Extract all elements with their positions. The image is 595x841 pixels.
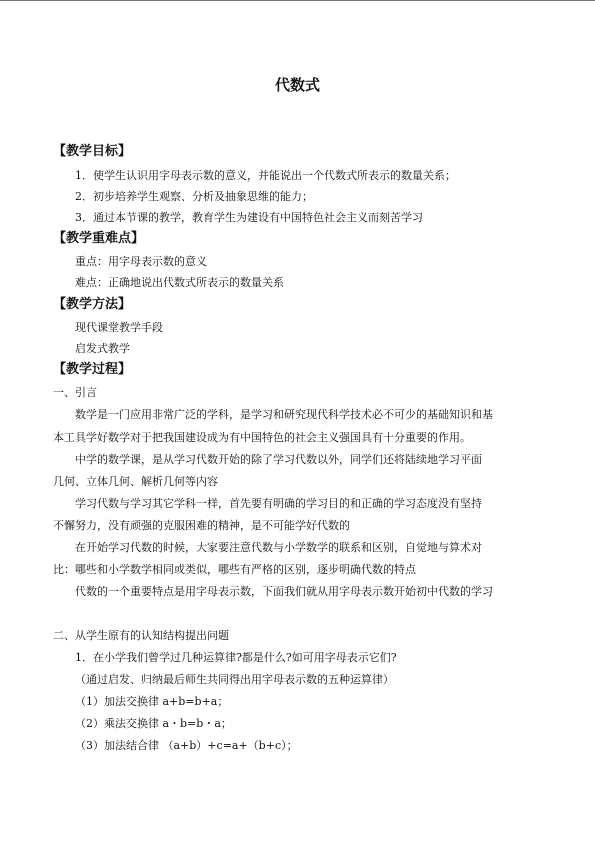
question-note: （通过启发、归纳最后师生共同得出用字母表示数的五种运算律）	[75, 673, 394, 686]
paragraph-line: 中学的数学课，是从学习代数开始的除了学习代数以外，同学们还将陆续地学习平面	[75, 453, 482, 466]
law-item: （2）乘法交换律 a・b=b・a；	[75, 717, 232, 730]
paragraph-line: 几何、立体几何、解析几何等内容	[53, 475, 218, 488]
method-item: 现代课堂教学手段	[75, 321, 163, 334]
goal-item: 2．初步培养学生观察、分析及抽象思维的能力；	[75, 190, 313, 203]
paragraph-line: 数学是一门应用非常广泛的学科，是学习和研究现代科学技术必不可少的基础知识和基	[75, 408, 493, 421]
key-point-item: 难点：正确地说出代数式所表示的数量关系	[75, 276, 284, 289]
goal-item: 3．通过本节课的教学，教育学生为建设有中国特色社会主义而刻苦学习	[75, 211, 423, 224]
paragraph-line: 学习代数与学习其它学科一样，首先要有明确的学习目的和正确的学习态度没有坚持	[75, 497, 482, 510]
key-point-item: 重点：用字母表示数的意义	[75, 255, 207, 268]
paragraph-line: 不懈努力，没有顽强的克服困难的精神，是不可能学好代数的	[53, 519, 350, 532]
section-heading-key-points: 【教学重难点】	[53, 231, 145, 246]
paragraph-line: 代数的一个重要特点是用字母表示数，下面我们就从用字母表示数开始初中代数的学习	[75, 585, 493, 598]
top-border-line	[0, 0, 595, 1]
method-item: 启发式教学	[75, 342, 130, 355]
section-heading-methods: 【教学方法】	[53, 297, 132, 312]
law-item: （3）加法结合律 （a+b）+c=a+（b+c）；	[75, 739, 298, 752]
section-heading-process: 【教学过程】	[53, 362, 132, 377]
paragraph-line: 在开始学习代数的时候，大家要注意代数与小学数学的联系和区别，自觉地与算术对	[75, 541, 482, 554]
paragraph-line: 比：哪些和小学数学相同或类似，哪些有严格的区别，逐步明确代数的特点	[53, 563, 416, 576]
part-title-cognitive-structure: 二、从学生原有的认知结构提出问题	[53, 629, 229, 642]
paragraph-line: 本工具学好数学对于把我国建设成为有中国特色的社会主义强国具有十分重要的作用。	[53, 431, 471, 444]
law-item: （1）加法交换律 a+b=b+a；	[75, 695, 229, 708]
page-title: 代数式	[274, 76, 320, 94]
goal-item: 1．使学生认识用字母表示数的意义，并能说出一个代数式所表示的数量关系；	[75, 169, 456, 182]
section-heading-goals: 【教学目标】	[53, 144, 132, 159]
question-item: 1．在小学我们曾学过几种运算律?都是什么?如可用字母表示它们?	[75, 651, 397, 664]
part-title-introduction: 一、引言	[53, 386, 97, 399]
